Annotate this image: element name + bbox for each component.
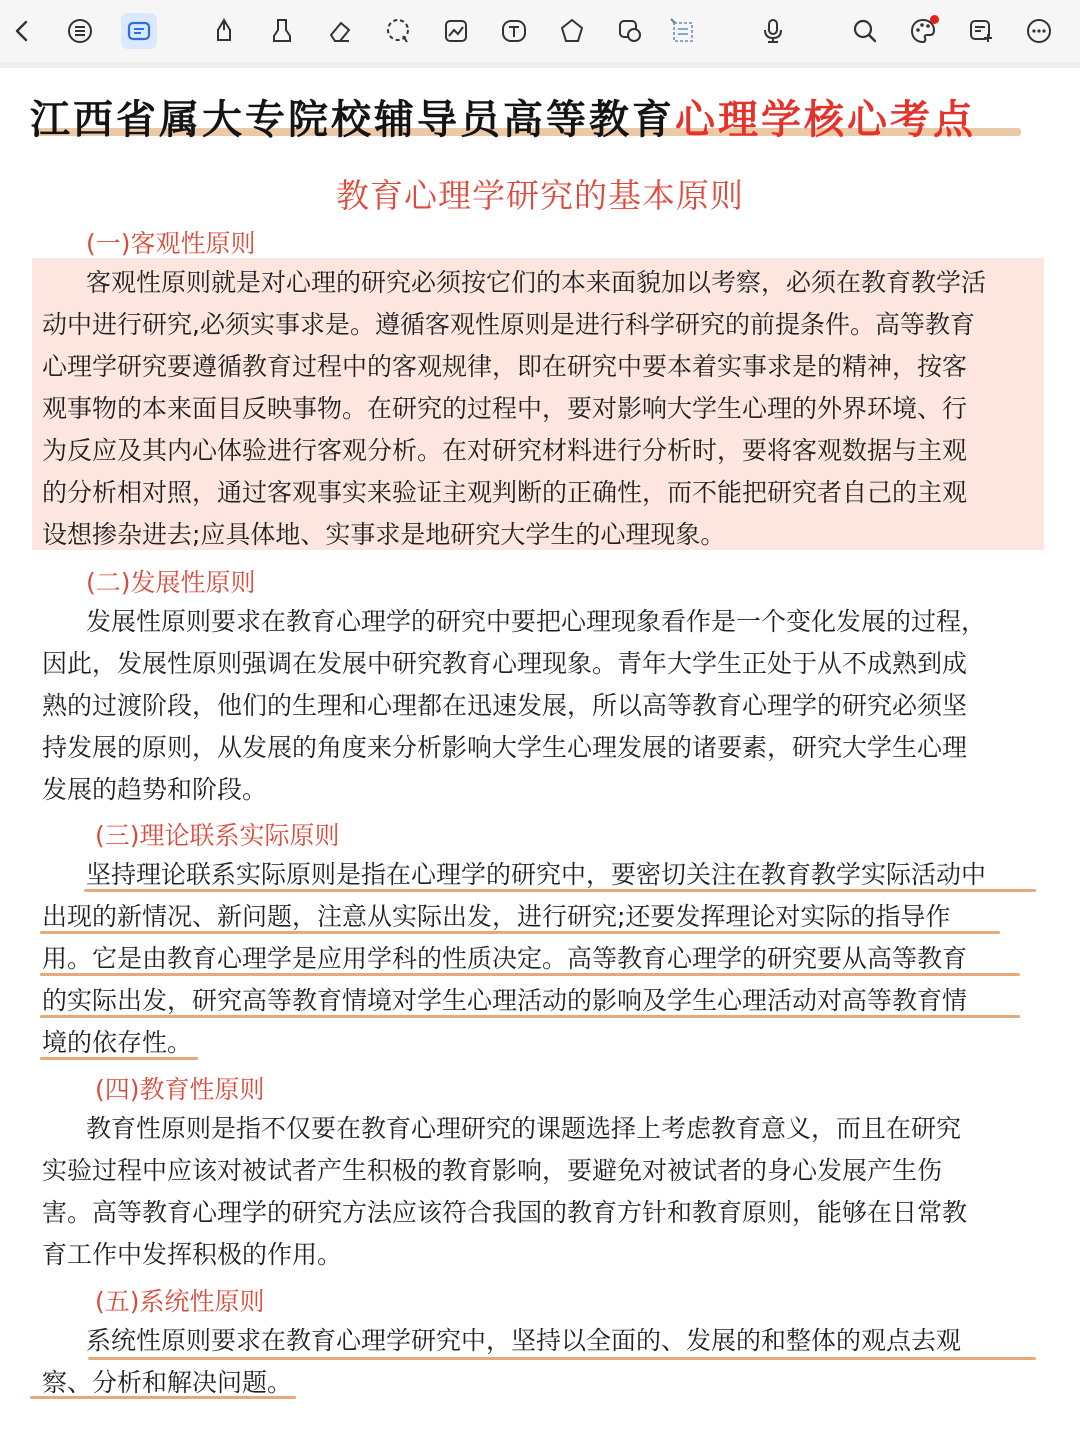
list-icon[interactable] (62, 13, 98, 49)
notification-dot (930, 15, 939, 24)
note-icon[interactable] (664, 13, 700, 49)
subheading-systematic: (五)系统性原则 (95, 1287, 265, 1316)
back-icon[interactable] (4, 13, 40, 49)
text-line: 育工作中发挥积极的作用。 (42, 1240, 343, 1269)
title-main: 江西省属大专院校辅导员高等教育 (30, 97, 675, 143)
text-line: 察、分析和解决问题。 (42, 1368, 293, 1397)
reader-icon[interactable] (121, 13, 157, 49)
text-line: 坚持理论联系实际原则是指在心理学的研究中，要密切关注在教育教学实际活动中 (86, 860, 987, 889)
subheading-education: (四)教育性原则 (95, 1075, 265, 1104)
highlighter-icon[interactable] (264, 13, 300, 49)
paragraph-theory-practice (42, 854, 1042, 1064)
text-line: 的分析相对照，通过客观事实来验证主观判断的正确性，而不能把研究者自己的主观 (42, 478, 968, 507)
shapes-icon[interactable] (554, 13, 590, 49)
section-heading: 教育心理学研究的基本原则 (336, 176, 744, 215)
text-line: 的实际出发，研究高等教育情境对学生心理活动的影响及学生心理活动对高等教育情 (42, 986, 968, 1015)
lasso-icon[interactable] (380, 13, 416, 49)
paragraph-objectivity (42, 262, 1042, 556)
text-line: 动中进行研究,必须实事求是。遵循客观性原则是进行科学研究的前提条件。高等教育 (42, 310, 975, 339)
text-line: 用。它是由教育心理学是应用学科的性质决定。高等教育心理学的研究要从高等教育 (42, 944, 968, 973)
pen-icon[interactable] (206, 13, 242, 49)
paragraph-education (42, 1108, 1042, 1276)
paragraph-systematic (42, 1320, 1042, 1404)
text-line: 发展的趋势和阶段。 (42, 775, 268, 804)
eraser-icon[interactable] (322, 13, 358, 49)
text-line: 客观性原则就是对心理的研究必须按它们的本来面貌加以考察，必须在教育教学活 (86, 268, 987, 297)
text-line: 为反应及其内心体验进行客观分析。在对研究材料进行分析时，要将客观数据与主观 (42, 436, 968, 465)
search-icon[interactable] (847, 13, 883, 49)
text-line: 害。高等教育心理学的研究方法应该符合我国的教育方针和教育原则，能够在日常教 (42, 1198, 968, 1227)
text-line: 教育性原则是指不仅要在教育心理研究的课题选择上考虑教育意义，而且在研究 (86, 1114, 962, 1143)
add-page-icon[interactable] (963, 13, 999, 49)
text-line: 发展性原则要求在教育心理学的研究中要把心理现象看作是一个变化发展的过程， (86, 607, 987, 636)
text-line: 观事物的本来面目反映事物。在研究的过程中，要对影响大学生心理的外界环境、行 (42, 394, 968, 423)
copy-icon[interactable] (612, 13, 648, 49)
subheading-development: (二)发展性原则 (86, 568, 256, 597)
subheading-theory-practice: (三)理论联系实际原则 (95, 821, 340, 850)
title-accent: 心理学核心考点 (675, 97, 976, 143)
color-icon[interactable] (905, 13, 941, 49)
text-line: 熟的过渡阶段，他们的生理和心理都在迅速发展，所以高等教育心理学的研究必须坚 (42, 691, 968, 720)
text-icon[interactable] (496, 13, 532, 49)
subheading-objectivity: (一)客观性原则 (86, 229, 256, 258)
text-line: 心理学研究要遵循教育过程中的客观规律，即在研究中要本着实事求是的精神，按客 (42, 352, 968, 381)
document-title (30, 88, 1050, 142)
paragraph-development (42, 601, 1042, 811)
text-line: 因此，发展性原则强调在发展中研究教育心理现象。青年大学生正处于从不成熟到成 (42, 649, 968, 678)
image-icon[interactable] (438, 13, 474, 49)
microphone-icon[interactable] (755, 13, 791, 49)
text-line: 实验过程中应该对被试者产生积极的教育影响，要避免对被试者的身心发展产生伤 (42, 1156, 943, 1185)
text-line: 境的依存性。 (42, 1028, 193, 1057)
text-line: 出现的新情况、新问题，注意从实际出发，进行研究;还要发挥理论对实际的指导作 (42, 902, 951, 931)
more-icon[interactable] (1021, 13, 1057, 49)
text-line: 系统性原则要求在教育心理学研究中，坚持以全面的、发展的和整体的观点去观 (86, 1326, 962, 1355)
text-line: 设想掺杂进去;应具体地、实事求是地研究大学生的心理现象。 (42, 520, 726, 549)
text-line: 持发展的原则，从发展的角度来分析影响大学生心理发展的诸要素，研究大学生心理 (42, 733, 968, 762)
scroll-track (0, 62, 1080, 68)
toolbar (0, 0, 1080, 63)
